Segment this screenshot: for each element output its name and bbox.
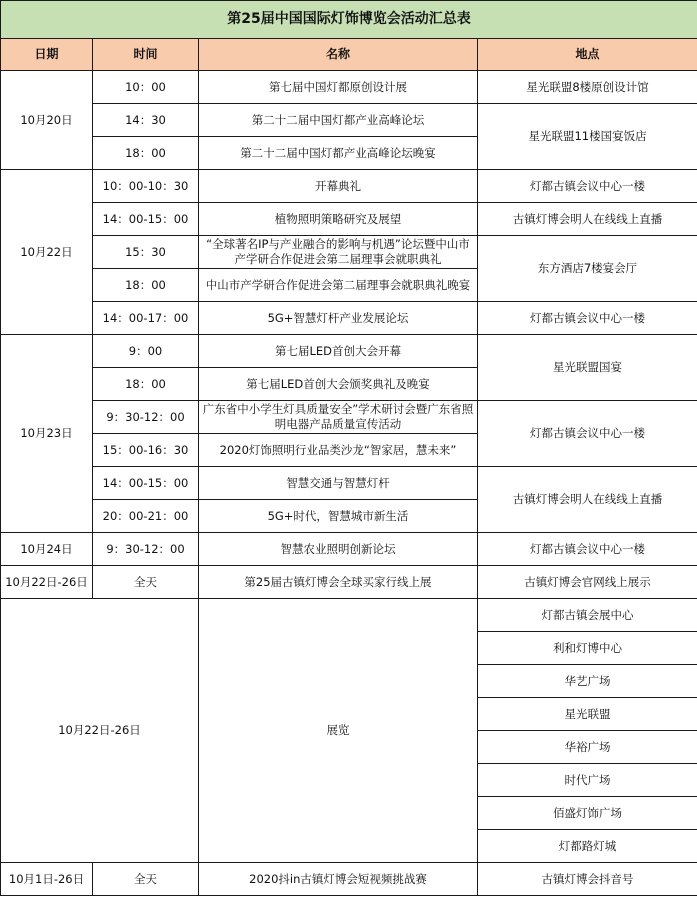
time-cell: 10：00	[93, 71, 199, 104]
location-cell: 时代广场	[478, 764, 697, 797]
location-cell: 星光联盟国宴	[478, 335, 697, 401]
location-cell: 星光联盟11楼国宴饭店	[478, 104, 697, 170]
location-cell: 星光联盟8楼原创设计馆	[478, 71, 697, 104]
event-name-cell: 开幕典礼	[199, 170, 478, 203]
table-row	[1, 302, 697, 335]
table-row	[1, 401, 697, 434]
time-cell: 全天	[93, 863, 199, 896]
event-name-cell: 2020灯饰照明行业品类沙龙“智家居，慧未来”	[199, 434, 478, 467]
time-cell: 18：00	[93, 137, 199, 170]
location-cell: 灯都古镇会议中心一楼	[478, 533, 697, 566]
location-cell: 华艺广场	[478, 665, 697, 698]
table-row	[1, 236, 697, 269]
title-row	[1, 1, 697, 39]
event-name-cell: 第七届LED首创大会颁奖典礼及晚宴	[199, 368, 478, 401]
table-row	[1, 71, 697, 104]
event-name-cell: 展览	[199, 599, 478, 863]
event-name-cell: 中山市产学研合作促进会第二届理事会就职典礼晚宴	[199, 269, 478, 302]
table-row	[1, 467, 697, 500]
location-cell: 灯都古镇会议中心一楼	[478, 401, 697, 467]
event-name-cell: 2020抖in古镇灯博会短视频挑战赛	[199, 863, 478, 896]
header-row	[1, 39, 697, 71]
time-cell: 18：00	[93, 368, 199, 401]
time-cell: 9：00	[93, 335, 199, 368]
table-row	[1, 599, 697, 632]
date-cell: 10月24日	[1, 533, 93, 566]
event-name-cell: 5G+时代，智慧城市新生活	[199, 500, 478, 533]
header-date: 日期	[1, 39, 93, 71]
location-cell: 灯都古镇会展中心	[478, 599, 697, 632]
date-cell: 10月22日	[1, 170, 93, 335]
header-name: 名称	[199, 39, 478, 71]
event-name-cell: 植物照明策略研究及展望	[199, 203, 478, 236]
event-name-cell: 第二十二届中国灯都产业高峰论坛晚宴	[199, 137, 478, 170]
location-cell: 华裕广场	[478, 731, 697, 764]
table-row	[1, 335, 697, 368]
table-row	[1, 170, 697, 203]
location-cell: 古镇灯博会明人在线线上直播	[478, 203, 697, 236]
location-cell: 古镇灯博会抖音号	[478, 863, 697, 896]
table-row	[1, 566, 697, 599]
table-row	[1, 863, 697, 896]
location-cell: 古镇灯博会官网线上展示	[478, 566, 697, 599]
time-cell: 14：00-17：00	[93, 302, 199, 335]
location-cell: 灯都古镇会议中心一楼	[478, 302, 697, 335]
time-cell: 9：30-12：00	[93, 401, 199, 434]
location-cell: 东方酒店7楼宴会厅	[478, 236, 697, 302]
location-cell: 古镇灯博会明人在线线上直播	[478, 467, 697, 533]
event-name-cell: 第二十二届中国灯都产业高峰论坛	[199, 104, 478, 137]
location-cell: 利和灯博中心	[478, 632, 697, 665]
time-cell: 20：00-21：00	[93, 500, 199, 533]
event-name-cell: “全球著名IP与产业融合的影响与机遇”论坛暨中山市产学研合作促进会第二届理事会就职典礼	[199, 236, 478, 269]
location-cell: 灯都路灯城	[478, 830, 697, 863]
event-name-cell: 智慧交通与智慧灯杆	[199, 467, 478, 500]
time-cell: 14：00-15：00	[93, 203, 199, 236]
time-cell: 14：30	[93, 104, 199, 137]
time-cell: 15：00-16：30	[93, 434, 199, 467]
header-time: 时间	[93, 39, 199, 71]
date-cell: 10月20日	[1, 71, 93, 170]
time-cell: 18：00	[93, 269, 199, 302]
event-name-cell: 第25届古镇灯博会全球买家行线上展	[199, 566, 478, 599]
date-cell: 10月22日-26日	[1, 599, 199, 863]
date-cell: 10月1日-26日	[1, 863, 93, 896]
time-cell: 全天	[93, 566, 199, 599]
header-location: 地点	[478, 39, 697, 71]
table-row	[1, 533, 697, 566]
table-title: 第25届中国国际灯饰博览会活动汇总表	[1, 1, 697, 39]
location-cell: 灯都古镇会议中心一楼	[478, 170, 697, 203]
event-name-cell: 5G+智慧灯杆产业发展论坛	[199, 302, 478, 335]
date-cell: 10月22日-26日	[1, 566, 93, 599]
time-cell: 9：30-12：00	[93, 533, 199, 566]
date-cell: 10月23日	[1, 335, 93, 533]
event-name-cell: 智慧农业照明创新论坛	[199, 533, 478, 566]
table-row	[1, 203, 697, 236]
table-row	[1, 104, 697, 137]
time-cell: 10：00-10：30	[93, 170, 199, 203]
event-name-cell: 第七届中国灯都原创设计展	[199, 71, 478, 104]
event-name-cell: 广东省中小学生灯具质量安全”学术研讨会暨广东省照明电器产品质量宣传活动	[199, 401, 478, 434]
time-cell: 14：00-15：00	[93, 467, 199, 500]
location-cell: 星光联盟	[478, 698, 697, 731]
time-cell: 15：30	[93, 236, 199, 269]
location-cell: 佰盛灯饰广场	[478, 797, 697, 830]
event-name-cell: 第七届LED首创大会开幕	[199, 335, 478, 368]
